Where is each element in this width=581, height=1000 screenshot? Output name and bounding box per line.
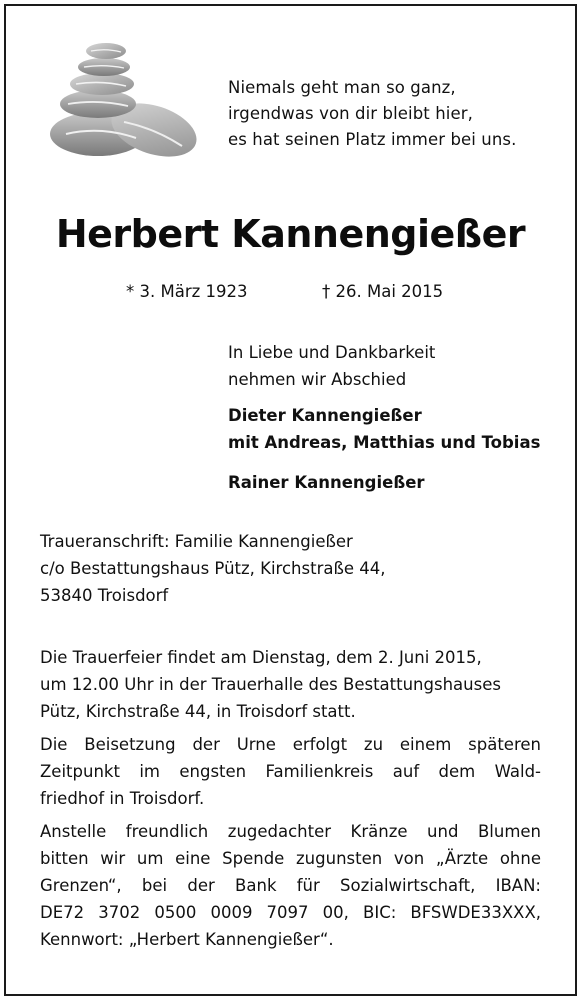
paragraph-line: um 12.00 Uhr in der Trauerhalle des Bestattungshauses [40,675,501,694]
paragraph-line: Grenzen“, bei der Bank für Sozialwirtschaft, IBAN: [40,876,541,895]
family-group-1 [228,402,540,456]
birth-date: * 3. März 1923 [126,282,248,301]
farewell-line: In Liebe und Dankbarkeit [228,343,436,362]
family-line: Dieter Kannengießer [228,406,422,425]
death-date: † 26. Mai 2015 [322,282,444,301]
stacked-pebbles-icon [46,34,206,164]
poem [228,75,548,153]
paragraph-line: Zeitpunkt im engsten Familienkreis auf dem Wald- [40,762,541,781]
paragraph-line: Pütz, Kirchstraße 44, in Troisdorf statt. [40,702,356,721]
farewell-text [228,339,435,393]
poem-line: irgendwas von dir bleibt hier, [228,104,473,123]
family-group-2 [228,469,425,496]
farewell-line: nehmen wir Abschied [228,370,407,389]
paragraph-line: DE72 3702 0500 0009 7097 00, BIC: BFSWDE33XXX, [40,903,541,922]
poem-line: es hat seinen Platz immer bei uns. [228,130,517,149]
paragraph-line: Die Beisetzung der Urne erfolgt zu einem späteren [40,735,541,754]
paragraph-line: Anstelle freundlich zugedachter Kränze und Blumen [40,822,541,841]
address-line: c/o Bestattungshaus Pütz, Kirchstraße 44, [40,559,386,578]
paragraph-line: bitten wir um eine Spende zugunsten von „Ärzte ohne [40,849,541,868]
paragraph-line: Die Trauerfeier findet am Dienstag, dem 2. Juni 2015, [40,648,482,667]
donation-paragraph [40,818,541,953]
family-line: mit Andreas, Matthias und Tobias [228,433,541,452]
mourning-address [40,528,386,609]
deceased-name: Herbert Kannengießer [55,212,526,256]
family-line: Rainer Kannengießer [228,473,425,492]
address-line: Traueranschrift: Familie Kannengießer [40,532,353,551]
address-line: 53840 Troisdorf [40,586,169,605]
paragraph-line: friedhof in Troisdorf. [40,789,205,808]
poem-line: Niemals geht man so ganz, [228,78,456,97]
paragraph-line: Kennwort: „Herbert Kannengießer“. [40,930,334,949]
service-paragraph [40,644,541,725]
burial-paragraph [40,731,541,812]
